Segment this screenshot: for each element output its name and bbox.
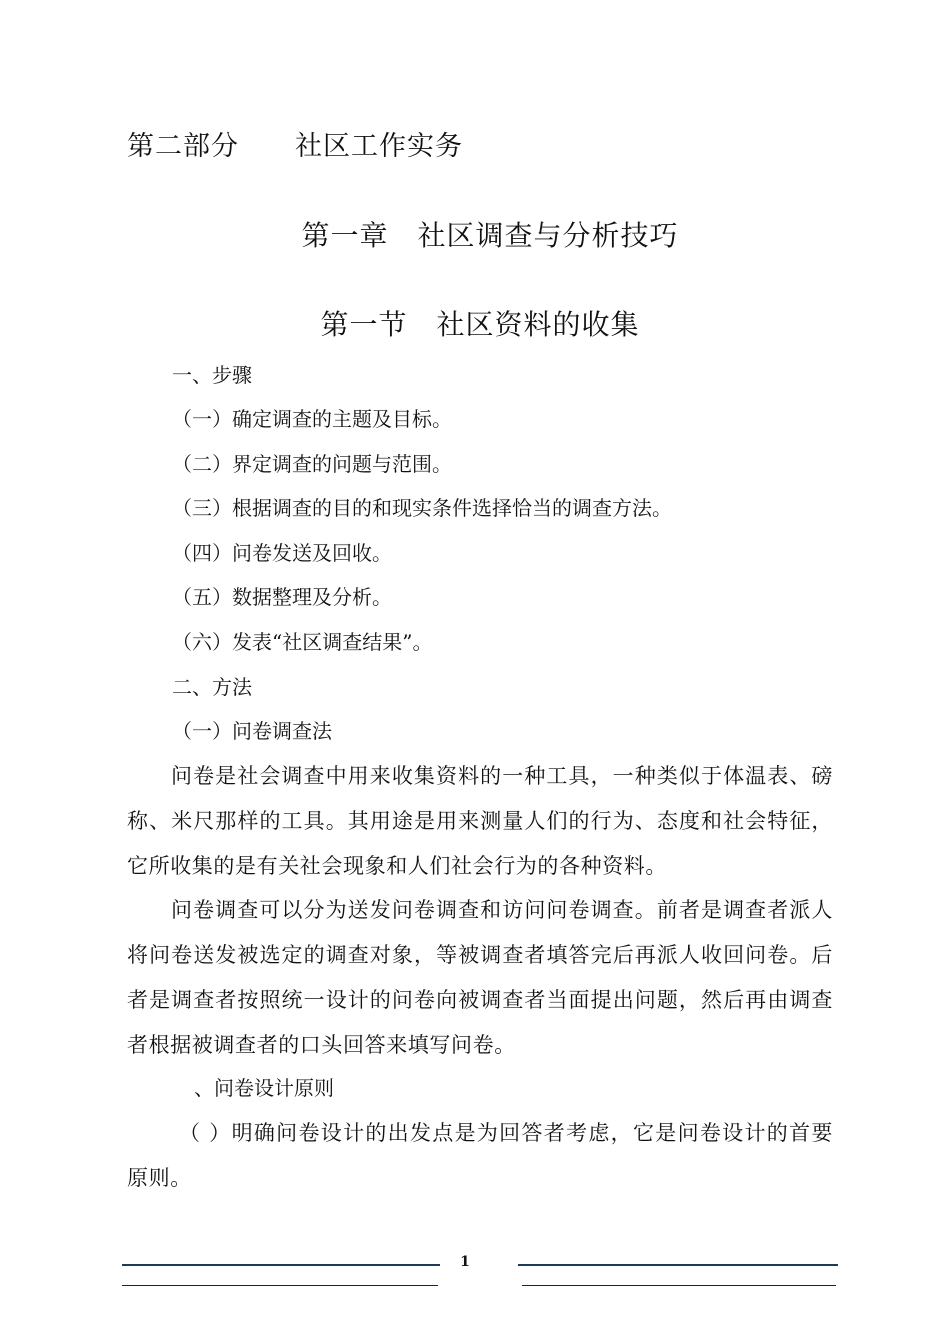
page-number: 1 [460, 1254, 470, 1270]
paragraph-design-principle: （ ）明确问卷设计的出发点是为回答者考虑，它是问卷设计的首要原则。 [127, 1121, 833, 1190]
step-item: （四）问卷发送及回收。 [172, 541, 392, 565]
step-item: （五）数据整理及分析。 [172, 585, 392, 609]
steps-heading: 一、步骤 [172, 363, 252, 387]
step-item: （一）确定调查的主题及目标。 [172, 407, 452, 431]
design-principles-heading: 、问卷设计原则 [194, 1076, 334, 1100]
paragraph-questionnaire-types: 问卷调查可以分为送发问卷调查和访问问卷调查。前者是调查者派人将问卷送发被选定的调查对象，等被调查者填答完后再派人收回问卷。后者是调查者按照统一设计的问卷向被调查者当面提出问题，然后再由调查者根据被调查者的口头回答来填写问卷。 [127, 898, 833, 1057]
footer-rule-left [122, 1264, 440, 1266]
part-title: 第二部分 社区工作实务 [127, 131, 463, 162]
section-title: 第一节 社区资料的收集 [320, 308, 640, 341]
paragraph-questionnaire-definition: 问卷是社会调查中用来收集资料的一种工具，一种类似于体温表、磅称、米尺那样的工具。其用途是用来测量人们的行为、态度和社会特征，它所收集的是有关社会现象和人们社会行为的各种资料。 [127, 764, 833, 878]
chapter-title: 第一章 社区调查与分析技巧 [301, 219, 679, 252]
step-item: （二）界定调查的问题与范围。 [172, 452, 452, 476]
step-item: （六）发表“社区调查结果”。 [172, 630, 433, 654]
footer-rule-right [518, 1264, 838, 1266]
method-1-heading: （一）问卷调查法 [172, 719, 332, 743]
methods-heading: 二、方法 [172, 675, 252, 699]
footer-rule-right-lower [522, 1285, 836, 1286]
footer-rule-left-lower [122, 1285, 438, 1286]
step-item: （三）根据调查的目的和现实条件选择恰当的调查方法。 [172, 496, 672, 520]
